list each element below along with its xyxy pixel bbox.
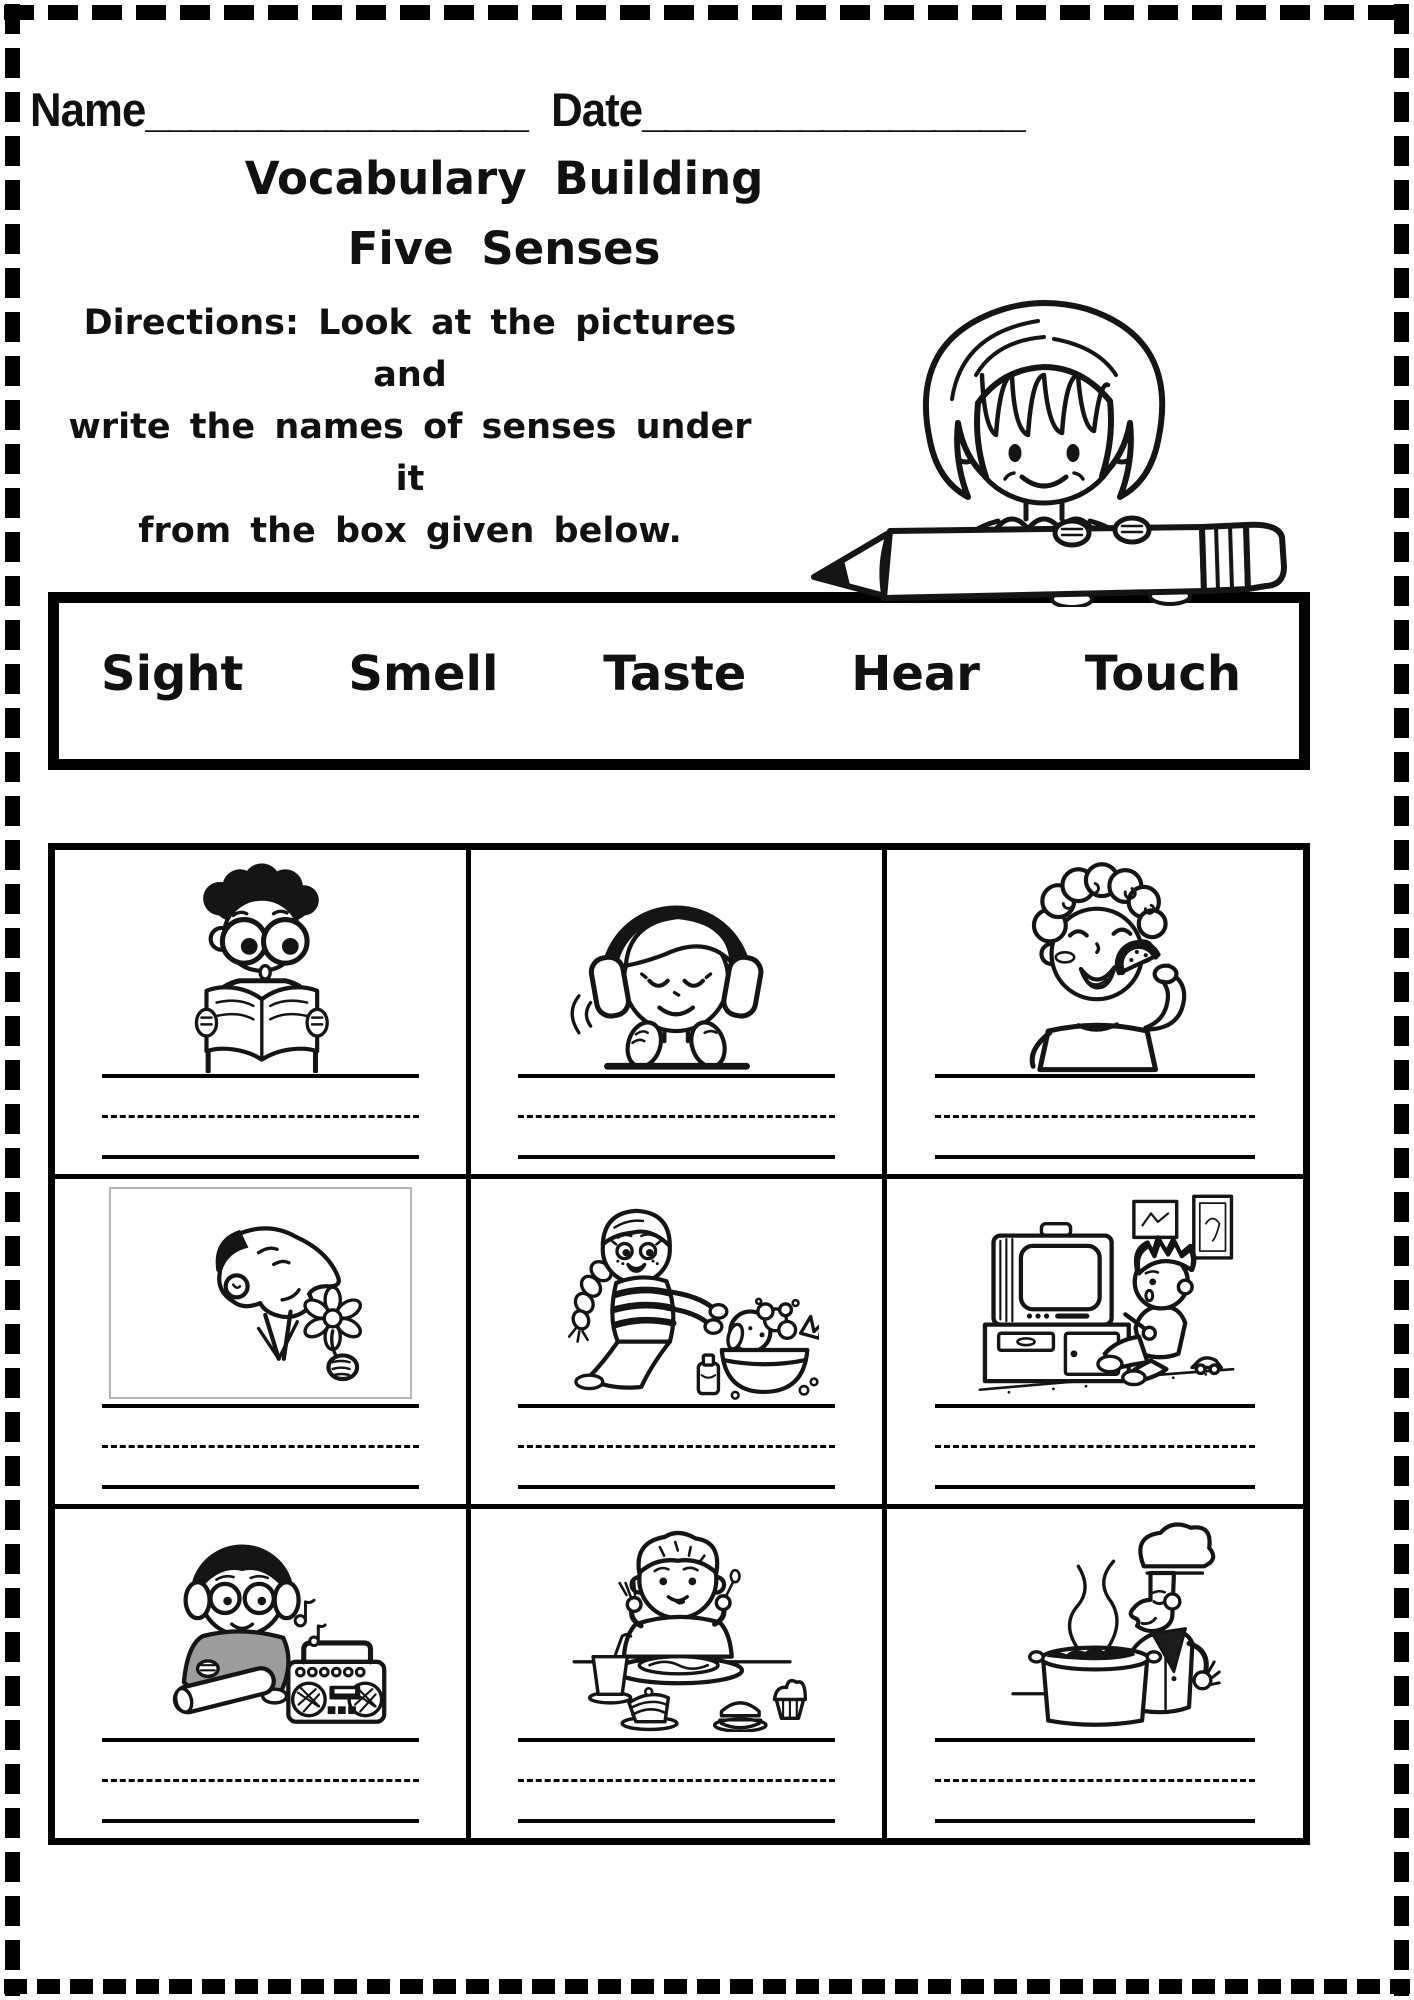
answer-line-top <box>102 1074 418 1078</box>
page-border-bottom <box>4 1979 1410 1994</box>
grid-cell-1 <box>55 850 471 1179</box>
grid-cell-9 <box>887 1509 1303 1838</box>
answer-lines <box>518 1738 834 1823</box>
title-line-1: Vocabulary Building <box>244 152 764 205</box>
senses-grid <box>48 843 1310 1845</box>
boy-reading-book-illustration <box>126 855 394 1073</box>
answer-lines <box>935 1738 1255 1823</box>
grid-cell-8 <box>471 1509 887 1838</box>
answer-lines <box>102 1074 418 1159</box>
answer-line-middle <box>102 1115 418 1118</box>
grid-cell-7 <box>55 1509 471 1838</box>
answer-lines <box>935 1404 1255 1489</box>
title-line-2: Five Senses <box>347 222 661 275</box>
man-smelling-flower-illustration <box>117 1192 403 1390</box>
page-border-right <box>1394 4 1409 1996</box>
grid-cell-3 <box>887 850 1303 1179</box>
answer-lines <box>518 1074 834 1159</box>
directions-line-1: Directions: Look at the pictures and <box>83 303 737 395</box>
girl-bathing-puppy-illustration <box>534 1184 819 1402</box>
directions-line-3: from the box given below. <box>138 511 682 551</box>
word-bank-word-sight: Sight <box>101 646 244 702</box>
boy-eating-meal-illustration <box>540 1518 814 1732</box>
answer-lines <box>102 1404 418 1489</box>
date-label: Date <box>551 83 643 136</box>
grid-cell-5 <box>471 1179 887 1508</box>
word-bank-box <box>48 592 1310 770</box>
boy-listening-radio-illustration <box>124 1518 398 1732</box>
header-row <box>30 82 1024 137</box>
answer-lines <box>518 1404 834 1489</box>
name-underline: _________________ <box>145 83 527 136</box>
girl-listening-headphones-illustration <box>542 855 810 1073</box>
boy-tasting-watermelon-illustration <box>961 855 1229 1073</box>
page-border-left <box>5 4 20 1996</box>
word-bank-word-taste: Taste <box>603 646 747 702</box>
page-border-top <box>4 5 1410 20</box>
grid-cell-2 <box>471 850 887 1179</box>
grid-cell-6 <box>887 1179 1303 1508</box>
directions-text <box>48 297 772 557</box>
word-bank-word-hear: Hear <box>851 646 980 702</box>
word-bank-word-touch: Touch <box>1084 646 1241 702</box>
word-bank-word-smell: Smell <box>348 646 499 702</box>
name-label: Name <box>30 83 146 136</box>
girl-with-pencil-illustration <box>772 280 1317 607</box>
answer-lines <box>935 1074 1255 1159</box>
grid-cell-4 <box>55 1179 471 1508</box>
picture-frame <box>109 1187 411 1399</box>
boy-watching-tv-illustration <box>949 1186 1240 1400</box>
chef-smelling-pot-illustration <box>961 1516 1229 1734</box>
date-underline: _________________ <box>642 83 1024 136</box>
answer-line-bottom <box>102 1155 418 1159</box>
answer-lines <box>102 1738 418 1823</box>
directions-line-2: write the names of senses under it <box>68 407 752 499</box>
